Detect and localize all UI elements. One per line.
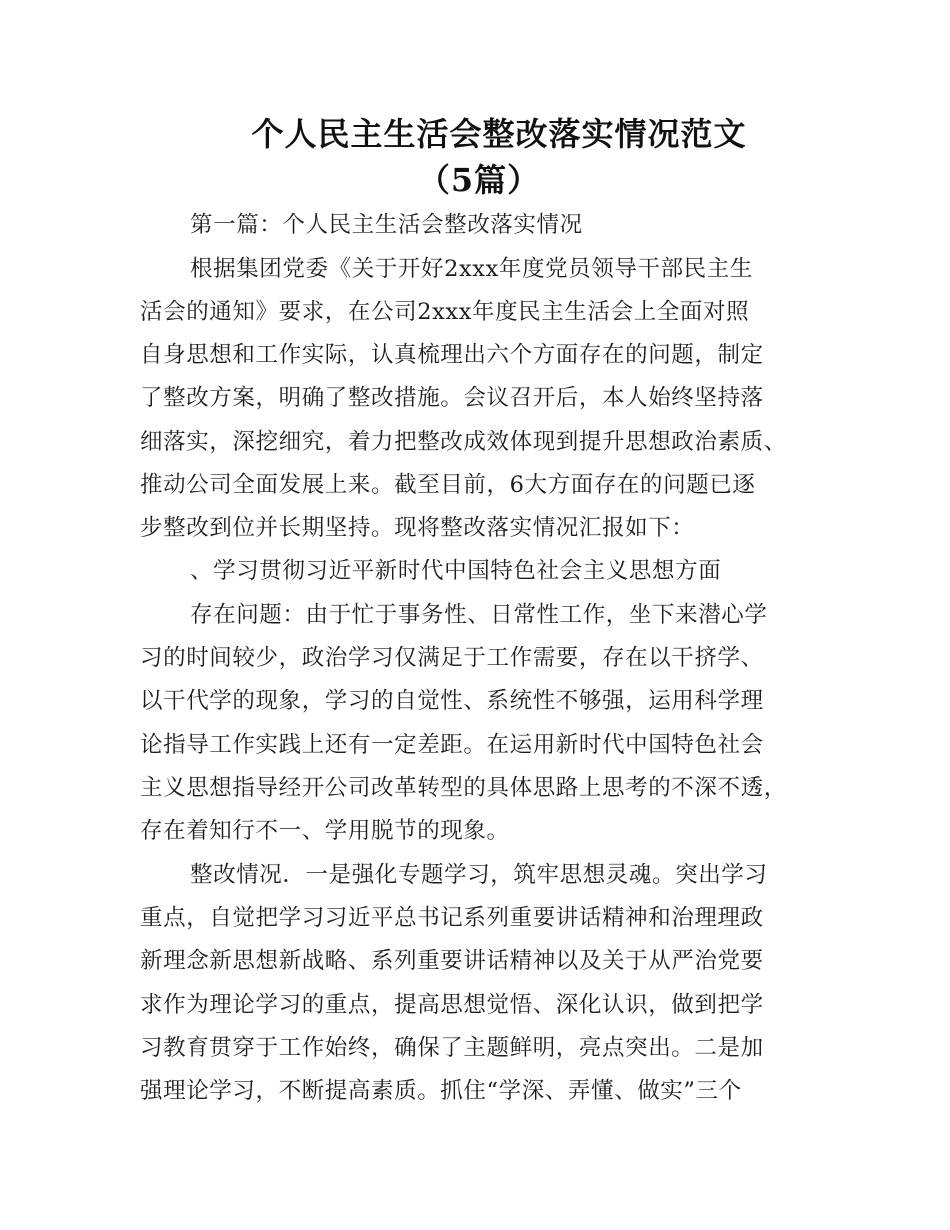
paragraph-line: 了整改方案，明确了整改措施。会议召开后，本人始终坚持落 — [140, 385, 764, 411]
paragraph-line: 以干代学的现象，学习的自觉性、系统性不够强，运用科学理 — [140, 688, 764, 714]
paragraph-line: 活会的通知》要求，在公司2xxx年度民主生活会上全面对照 — [140, 299, 750, 325]
paragraph-line: 习的时间较少，政治学习仅满足于工作需要，存在以干挤学、 — [140, 645, 764, 671]
paragraph-line: 论指导工作实践上还有一定差距。在运用新时代中国特色社会 — [140, 732, 764, 758]
subsection-heading: 、学习贯彻习近平新时代中国特色社会主义思想方面 — [190, 558, 722, 584]
paragraph-line: 根据集团党委《关于开好2xxx年度党员领导干部民主生 — [190, 256, 753, 282]
paragraph-line: 主义思想指导经开公司改革转型的具体思路上思考的不深不透， — [140, 775, 787, 801]
paragraph-line: 习教育贯穿于工作始终，确保了主题鲜明，亮点突出。二是加 — [140, 1035, 764, 1061]
paragraph-line: 细落实，深挖细究，着力把整改成效体现到提升思想政治素质、 — [140, 429, 787, 455]
paragraph-line: 求作为理论学习的重点，提高思想觉悟、深化认识，做到把学 — [140, 992, 764, 1018]
paragraph-line: 存在着知行不一、学用脱节的现象。 — [140, 818, 510, 844]
paragraph-line: 存在问题：由于忙于事务性、日常性工作，坐下来潜心学 — [190, 602, 768, 628]
paragraph-line: 步整改到位并长期坚持。现将整改落实情况汇报如下： — [140, 515, 695, 541]
section-heading: 第一篇：个人民主生活会整改落实情况 — [190, 212, 583, 238]
paragraph-line: 重点，自觉把学习习近平总书记系列重要讲话精神和治理理政 — [140, 905, 764, 931]
document-title-count: （5篇） — [417, 161, 541, 199]
paragraph-line: 强理论学习，不断提高素质。抓住“学深、弄懂、做实”三个 — [140, 1078, 742, 1104]
paragraph-line: 推动公司全面发展上来。截至目前，6大方面存在的问题已逐 — [140, 472, 756, 498]
paragraph-line: 整改情况．一是强化专题学习，筑牢思想灵魂。突出学习 — [190, 862, 768, 888]
paragraph-line: 自身思想和工作实际，认真梳理出六个方面存在的问题，制定 — [140, 342, 764, 368]
paragraph-line: 新理念新思想新战略、系列重要讲话精神以及关于从严治党要 — [140, 948, 764, 974]
document-title: 个人民主生活会整改落实情况范文 — [251, 115, 747, 153]
